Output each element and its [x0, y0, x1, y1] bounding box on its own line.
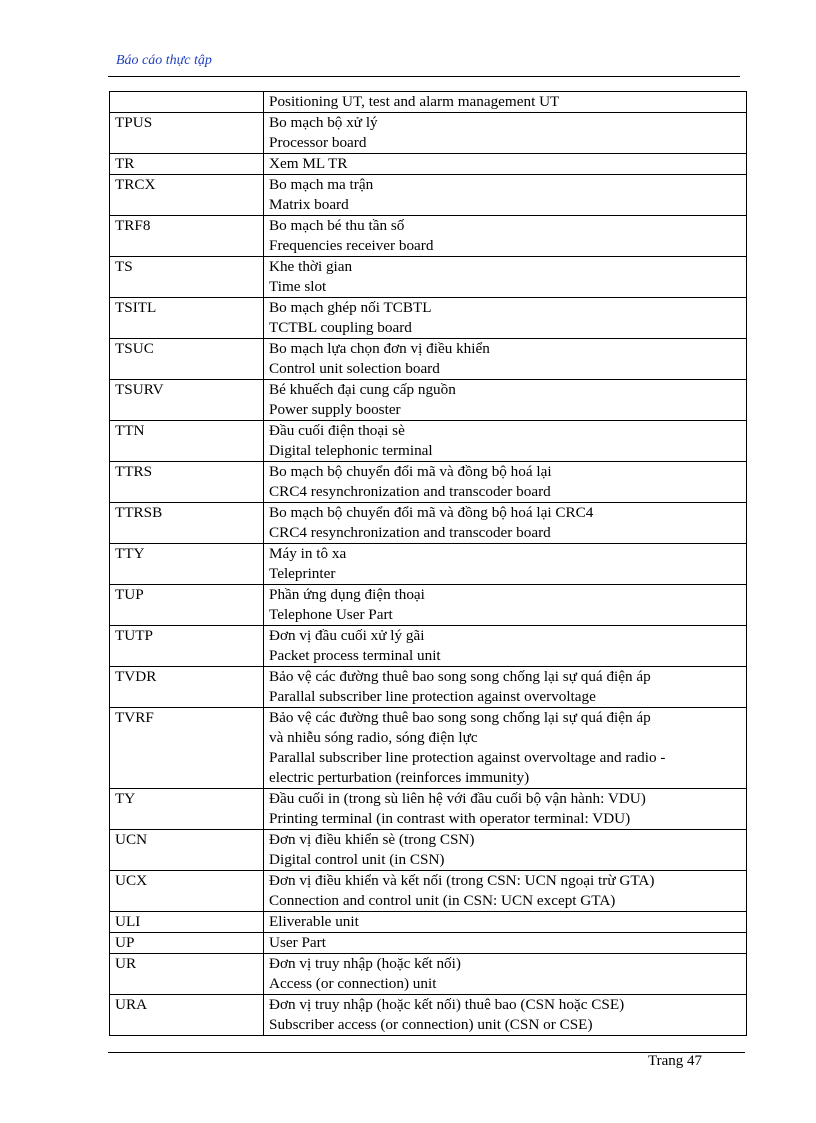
table-row: [110, 339, 747, 380]
header-rule: [108, 76, 740, 77]
table-row: [110, 667, 747, 708]
definition-line: Đơn vị truy nhập (hoặc kết nối) thuê bao (CSN hoặc CSE): [269, 996, 625, 1013]
definition-line: Bo mạch ma trận: [269, 176, 374, 193]
table-row: [110, 544, 747, 585]
abbreviation-cell: TUP: [110, 585, 264, 626]
definition-line: Bé khuếch đại cung cấp nguồn: [269, 381, 456, 398]
definition-line: Telephone User Part: [269, 606, 393, 623]
definition-line: Xem ML TR: [269, 155, 348, 172]
definition-line: electric perturbation (reinforces immunity): [269, 769, 530, 786]
table-row: [110, 421, 747, 462]
abbreviation-cell: TS: [110, 257, 264, 298]
definition-line: Time slot: [269, 278, 327, 295]
definition-cell: [264, 544, 747, 585]
definition-line: Bo mạch ghép nối TCBTL: [269, 299, 432, 316]
abbreviation-table-body: [110, 92, 747, 1036]
definition-cell: [264, 585, 747, 626]
definition-line: Bo mạch bộ chuyển đổi mã và đồng bộ hoá lại: [269, 463, 552, 480]
definition-line: Khe thời gian: [269, 258, 353, 275]
definition-cell: [264, 421, 747, 462]
definition-cell: [264, 954, 747, 995]
abbreviation-cell: TSUC: [110, 339, 264, 380]
definition-line: CRC4 resynchronization and transcoder board: [269, 524, 551, 541]
definition-line: Subscriber access (or connection) unit (CSN or CSE): [269, 1016, 593, 1033]
table-row: [110, 257, 747, 298]
definition-cell: [264, 667, 747, 708]
definition-line: Access (or connection) unit: [269, 975, 437, 992]
definition-cell: [264, 257, 747, 298]
definition-line: và nhiễu sóng radio, sóng điện lực: [269, 729, 478, 746]
definition-cell: [264, 708, 747, 789]
table-row: [110, 585, 747, 626]
abbreviation-cell: TVRF: [110, 708, 264, 789]
definition-line: Parallal subscriber line protection against overvoltage: [269, 688, 596, 705]
abbreviation-cell: TRF8: [110, 216, 264, 257]
abbreviation-cell: URA: [110, 995, 264, 1036]
table-row: [110, 871, 747, 912]
definition-line: Bo mạch bé thu tần số: [269, 217, 405, 234]
abbreviation-cell: TTRSB: [110, 503, 264, 544]
definition-line: Đơn vị điều khiển và kết nối (trong CSN: UCN ngoại trừ GTA): [269, 872, 655, 889]
definition-cell: [264, 175, 747, 216]
table-row: [110, 92, 747, 113]
definition-line: User Part: [269, 934, 326, 951]
table-row: [110, 626, 747, 667]
table-row: [110, 708, 747, 789]
abbreviation-cell: ULI: [110, 912, 264, 933]
definition-cell: [264, 626, 747, 667]
table-row: [110, 113, 747, 154]
definition-cell: [264, 92, 747, 113]
table-row: [110, 380, 747, 421]
definition-line: TCTBL coupling board: [269, 319, 412, 336]
table-row: [110, 912, 747, 933]
table-row: [110, 298, 747, 339]
table-row: [110, 154, 747, 175]
abbreviation-cell: UP: [110, 933, 264, 954]
table-row: [110, 175, 747, 216]
definition-cell: [264, 789, 747, 830]
definition-cell: [264, 995, 747, 1036]
definition-line: Bo mạch bộ chuyển đổi mã và đồng bộ hoá lại CRC4: [269, 504, 594, 521]
definition-line: Control unit solection board: [269, 360, 440, 377]
table-row: [110, 789, 747, 830]
definition-line: CRC4 resynchronization and transcoder board: [269, 483, 551, 500]
definition-line: Parallal subscriber line protection against overvoltage and radio -: [269, 749, 666, 766]
definition-line: Processor board: [269, 134, 367, 151]
table-row: [110, 933, 747, 954]
definition-cell: [264, 339, 747, 380]
abbreviation-cell: UR: [110, 954, 264, 995]
table-row: [110, 216, 747, 257]
header-title: Báo cáo thực tập: [116, 53, 212, 68]
definition-cell: [264, 912, 747, 933]
abbreviation-cell: [110, 92, 264, 113]
abbreviation-cell: TTRS: [110, 462, 264, 503]
definition-line: Bảo vệ các đường thuê bao song song chống lại sự quá điện áp: [269, 668, 651, 685]
abbreviation-cell: TPUS: [110, 113, 264, 154]
table-row: [110, 503, 747, 544]
definition-cell: [264, 154, 747, 175]
abbreviation-cell: TTN: [110, 421, 264, 462]
definition-line: Digital control unit (in CSN): [269, 851, 445, 868]
abbreviation-cell: TSITL: [110, 298, 264, 339]
definition-line: Packet process terminal unit: [269, 647, 441, 664]
definition-line: Frequencies receiver board: [269, 237, 434, 254]
definition-cell: [264, 380, 747, 421]
definition-cell: [264, 462, 747, 503]
page-number: Trang 47: [648, 1053, 703, 1069]
definition-line: Đầu cuối điện thoại sè: [269, 422, 405, 439]
abbreviation-cell: TSURV: [110, 380, 264, 421]
definition-line: Phần ứng dụng điện thoại: [269, 586, 425, 603]
definition-line: Đơn vị đầu cuối xử lý gãi: [269, 627, 425, 644]
abbreviation-cell: UCN: [110, 830, 264, 871]
definition-line: Bo mạch lựa chọn đơn vị điều khiển: [269, 340, 490, 357]
table-row: [110, 954, 747, 995]
abbreviation-cell: TUTP: [110, 626, 264, 667]
definition-cell: [264, 830, 747, 871]
abbreviation-cell: TRCX: [110, 175, 264, 216]
definition-line: Digital telephonic terminal: [269, 442, 433, 459]
definition-line: Máy in tô xa: [269, 545, 347, 562]
table-row: [110, 995, 747, 1036]
table-row: [110, 830, 747, 871]
definition-line: Teleprinter: [269, 565, 336, 582]
definition-line: Bảo vệ các đường thuê bao song song chống lại sự quá điện áp: [269, 709, 651, 726]
abbreviation-cell: TVDR: [110, 667, 264, 708]
definition-line: Power supply booster: [269, 401, 401, 418]
definition-cell: [264, 933, 747, 954]
definition-cell: [264, 871, 747, 912]
definition-line: Printing terminal (in contrast with operator terminal: VDU): [269, 810, 631, 827]
table-row: [110, 462, 747, 503]
definition-line: Matrix board: [269, 196, 349, 213]
definition-cell: [264, 298, 747, 339]
abbreviation-cell: TR: [110, 154, 264, 175]
definition-line: Đầu cuối in (trong sù liên hệ với đầu cuối bộ vận hành: VDU): [269, 790, 646, 807]
definition-cell: [264, 503, 747, 544]
abbreviation-table: [109, 91, 747, 1036]
abbreviation-cell: TTY: [110, 544, 264, 585]
definition-line: Connection and control unit (in CSN: UCN except GTA): [269, 892, 616, 909]
definition-line: Positioning UT, test and alarm management UT: [269, 93, 560, 110]
definition-line: Đơn vị điều khiển sè (trong CSN): [269, 831, 475, 848]
definition-cell: [264, 216, 747, 257]
definition-cell: [264, 113, 747, 154]
abbreviation-cell: TY: [110, 789, 264, 830]
definition-line: Đơn vị truy nhập (hoặc kết nối): [269, 955, 461, 972]
definition-line: Eliverable unit: [269, 913, 359, 930]
definition-line: Bo mạch bộ xử lý: [269, 114, 378, 131]
abbreviation-cell: UCX: [110, 871, 264, 912]
